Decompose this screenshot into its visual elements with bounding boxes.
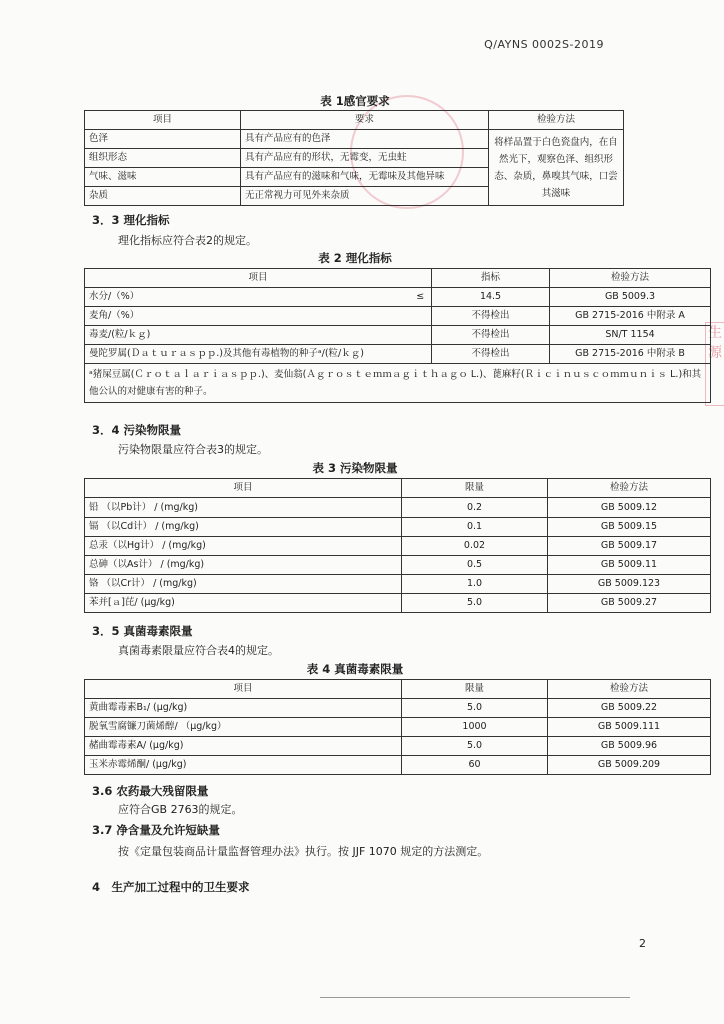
table4-row-method: GB 5009.96	[548, 737, 711, 756]
table1-row-req: 具有产品应有的形状，无霉变，无虫蛀	[241, 149, 489, 168]
table3-header-item: 项目	[85, 479, 402, 498]
table1-header-req: 要求	[241, 111, 489, 130]
section-3-3-text: 理化指标应符合表2的规定。	[118, 234, 257, 247]
table4-row-limit: 5.0	[402, 699, 548, 718]
table3-row-limit: 0.5	[402, 556, 548, 575]
table2-row-value: 不得检出	[432, 345, 550, 364]
table3-row-limit: 1.0	[402, 575, 548, 594]
section-3-5-title: 3．5 真菌毒素限量	[92, 624, 193, 638]
table3-row-method: GB 5009.27	[548, 594, 711, 613]
table1-header-method: 检验方法	[489, 111, 624, 130]
table3-row-item: 总砷（以As计） / (mg/kg)	[85, 556, 402, 575]
table4-row-item: 赭曲霉毒素A/ (μg/kg)	[85, 737, 402, 756]
table3-row-item: 镉 （以Cd计） / (mg/kg)	[85, 518, 402, 537]
table3-header-method: 检验方法	[548, 479, 711, 498]
table2-row-item: 曼陀罗属(Ｄａｔｕｒａｓｐｐ.)及其他有毒植物的种子ᵃ/(粒/ｋｇ)	[85, 345, 432, 364]
table2-row-value: 14.5	[432, 288, 550, 307]
table1-header-item: 项目	[85, 111, 241, 130]
bottom-rule	[320, 997, 630, 998]
section-3-5-text: 真菌毒素限量应符合表4的规定。	[118, 644, 279, 657]
table3-row-method: GB 5009.12	[548, 498, 711, 518]
table2-row-value: 不得检出	[432, 307, 550, 326]
table3-row-limit: 0.1	[402, 518, 548, 537]
page-number: 2	[639, 937, 646, 950]
table1-row-item: 杂质	[85, 187, 241, 206]
table2-footnote: ᵃ猪屎豆属(Ｃｒｏｔａｌａｒｉａｓｐｐ.)、麦仙翁(Ａｇｒｏｓｔｅｍｍａｇｉｔｈａｇｏ L.)、蓖麻籽(Ｒｉｃｉｎｕｓｃｏｍｍｕｎｉｓ L.)和其他公认的对健康有害的种子。	[85, 364, 711, 403]
table1-row-item: 色泽	[85, 130, 241, 149]
table4-header-limit: 限量	[402, 680, 548, 699]
table3-row-item: 铅 （以Pb计） / (mg/kg)	[85, 498, 402, 518]
table4-row-limit: 60	[402, 756, 548, 775]
table3-row-limit: 0.2	[402, 498, 548, 518]
table2-row-symbol: ≤	[410, 288, 432, 307]
table1-row-req: 无正常视力可见外来杂质	[241, 187, 489, 206]
table3-header-limit: 限量	[402, 479, 548, 498]
table1	[84, 110, 624, 206]
table1-row-req: 具有产品应有的色泽	[241, 130, 489, 149]
table2-caption: 表 2 理化指标	[318, 251, 392, 265]
table1-row-item: 组织形态	[85, 149, 241, 168]
table3-row-method: GB 5009.11	[548, 556, 711, 575]
table2-header-value: 指标	[432, 269, 550, 288]
table1-caption: 表 1感官要求	[320, 94, 390, 108]
table1-method: 将样品置于白色瓷盘内，在自然光下，观察色泽、组织形态、杂质，鼻嗅其气味，口尝其滋味	[489, 130, 624, 206]
table2-row-method: GB 2715-2016 中附录 B	[550, 345, 711, 364]
table2-row-item: 水分/（%）	[85, 288, 410, 307]
table2-row-item: 麦角/（%）	[85, 307, 432, 326]
table3-caption: 表 3 污染物限量	[312, 461, 398, 475]
table2-row-method: GB 5009.3	[550, 288, 711, 307]
standard-code: Q/AYNS 0002S-2019	[484, 38, 604, 51]
table2-header-method: 检验方法	[550, 269, 711, 288]
table4-caption: 表 4 真菌毒素限量	[306, 662, 404, 676]
table4-row-item: 玉米赤霉烯酮/ (μg/kg)	[85, 756, 402, 775]
section-3-6-text: 应符合GB 2763的规定。	[118, 803, 243, 816]
table3-row-method: GB 5009.17	[548, 537, 711, 556]
side-stamp-fragment: 生 源	[705, 322, 724, 406]
table4-header-item: 项目	[85, 680, 402, 699]
section-3-4-title: 3．4 污染物限量	[92, 423, 182, 437]
table4-row-limit: 5.0	[402, 737, 548, 756]
table3-row-limit: 0.02	[402, 537, 548, 556]
table3-row-method: GB 5009.123	[548, 575, 711, 594]
section-3-3-title: 3．3 理化指标	[92, 213, 170, 227]
table2-row-value: 不得检出	[432, 326, 550, 345]
table4-row-item: 黄曲霉毒素B₁/ (μg/kg)	[85, 699, 402, 718]
table3	[84, 478, 711, 613]
table4-row-method: GB 5009.209	[548, 756, 711, 775]
table4-row-item: 脱氧雪腐镰刀菌烯醇/ （μg/kg）	[85, 718, 402, 737]
table4-row-method: GB 5009.22	[548, 699, 711, 718]
table4-row-method: GB 5009.111	[548, 718, 711, 737]
table2-header-item: 项目	[85, 269, 432, 288]
table3-row-item: 铬 （以Cr计） / (mg/kg)	[85, 575, 402, 594]
table3-row-item: 苯并[ａ]芘/ (μg/kg)	[85, 594, 402, 613]
section-3-6-title: 3.6 农药最大残留限量	[92, 784, 209, 798]
table1-row-item: 气味、滋味	[85, 168, 241, 187]
table2-row-item: 毒麦/(粒/ｋｇ)	[85, 326, 432, 345]
table4-row-limit: 1000	[402, 718, 548, 737]
table4	[84, 679, 711, 775]
table2-row-method: SN/T 1154	[550, 326, 711, 345]
table3-row-method: GB 5009.15	[548, 518, 711, 537]
section-4-title: 4 生产加工过程中的卫生要求	[92, 880, 250, 894]
section-3-4-text: 污染物限量应符合表3的规定。	[118, 443, 268, 456]
section-3-7-title: 3.7 净含量及允许短缺量	[92, 823, 220, 837]
table2-row-method: GB 2715-2016 中附录 A	[550, 307, 711, 326]
table3-row-item: 总汞（以Hg计） / (mg/kg)	[85, 537, 402, 556]
section-3-7-text: 按《定量包装商品计量监督管理办法》执行。按 JJF 1070 规定的方法测定。	[118, 845, 489, 858]
table4-header-method: 检验方法	[548, 680, 711, 699]
table2	[84, 268, 711, 403]
table3-row-limit: 5.0	[402, 594, 548, 613]
table1-row-req: 具有产品应有的滋味和气味，无霉味及其他异味	[241, 168, 489, 187]
